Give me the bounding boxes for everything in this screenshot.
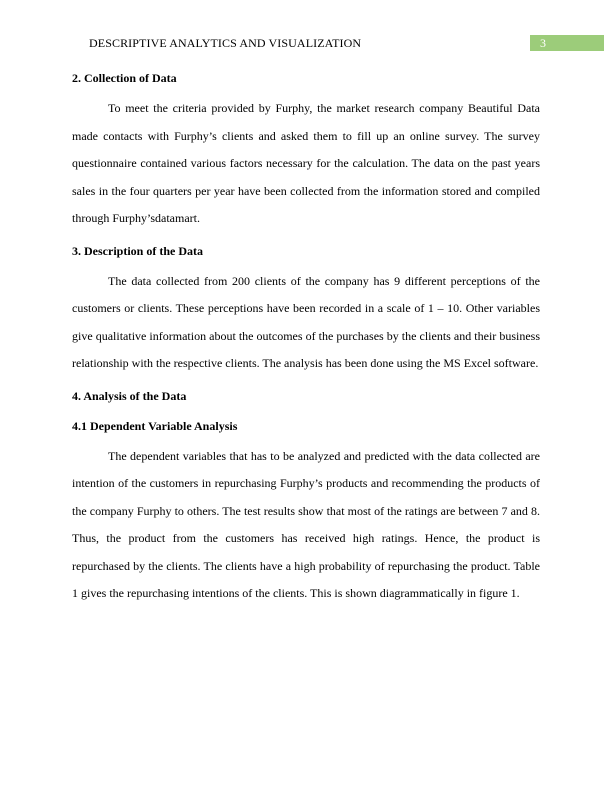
section-heading-analysis: 4. Analysis of the Data [72,388,187,403]
subsection-heading-dependent-variable: 4.1 Dependent Variable Analysis [72,418,238,433]
section-heading-collection: 2. Collection of Data [72,71,177,85]
section-heading-description: 3. Description of the Data [72,243,203,258]
document-body [72,69,540,608]
page-number: 3 [540,36,546,50]
page-number-badge [530,35,604,51]
paragraph-description: The data collected from 200 clients of the company has 9 different perceptions of the customers or clients. These perceptions have been recorded in a scale of 1 – 10. Other variables give qualitative information about the outcomes of the purchases by the clients and their business relationship with the respective clients. The analysis has been done using the MS Excel software. [72,273,540,370]
running-head-title: DESCRIPTIVE ANALYTICS AND VISUALIZATION [89,36,362,50]
page-header [0,34,612,52]
paragraph-dependent-variable: The dependent variables that has to be analyzed and predicted with the data collected are intention of the customers in repurchasing Furphy’s products and recommending the products of the company Furphy to others. The test results show that most of the ratings are between 7 and 8. Thus, the product from the customers has received high ratings. Hence, the product is repurchased by the clients. The clients have a high probability of repurchasing the product. Table 1 gives the repurchasing intentions of the clients. This is shown diagrammatically in figure 1. [72,448,540,600]
paragraph-collection: To meet the criteria provided by Furphy, the market research company Beautiful Data made contacts with Furphy’s clients and asked them to fill up an online survey. The survey questionnaire contained various factors necessary for the calculation. The data on the past years sales in the four quarters per year have been collected from the information stored and compiled through Furphy’sdatamart. [72,101,540,225]
